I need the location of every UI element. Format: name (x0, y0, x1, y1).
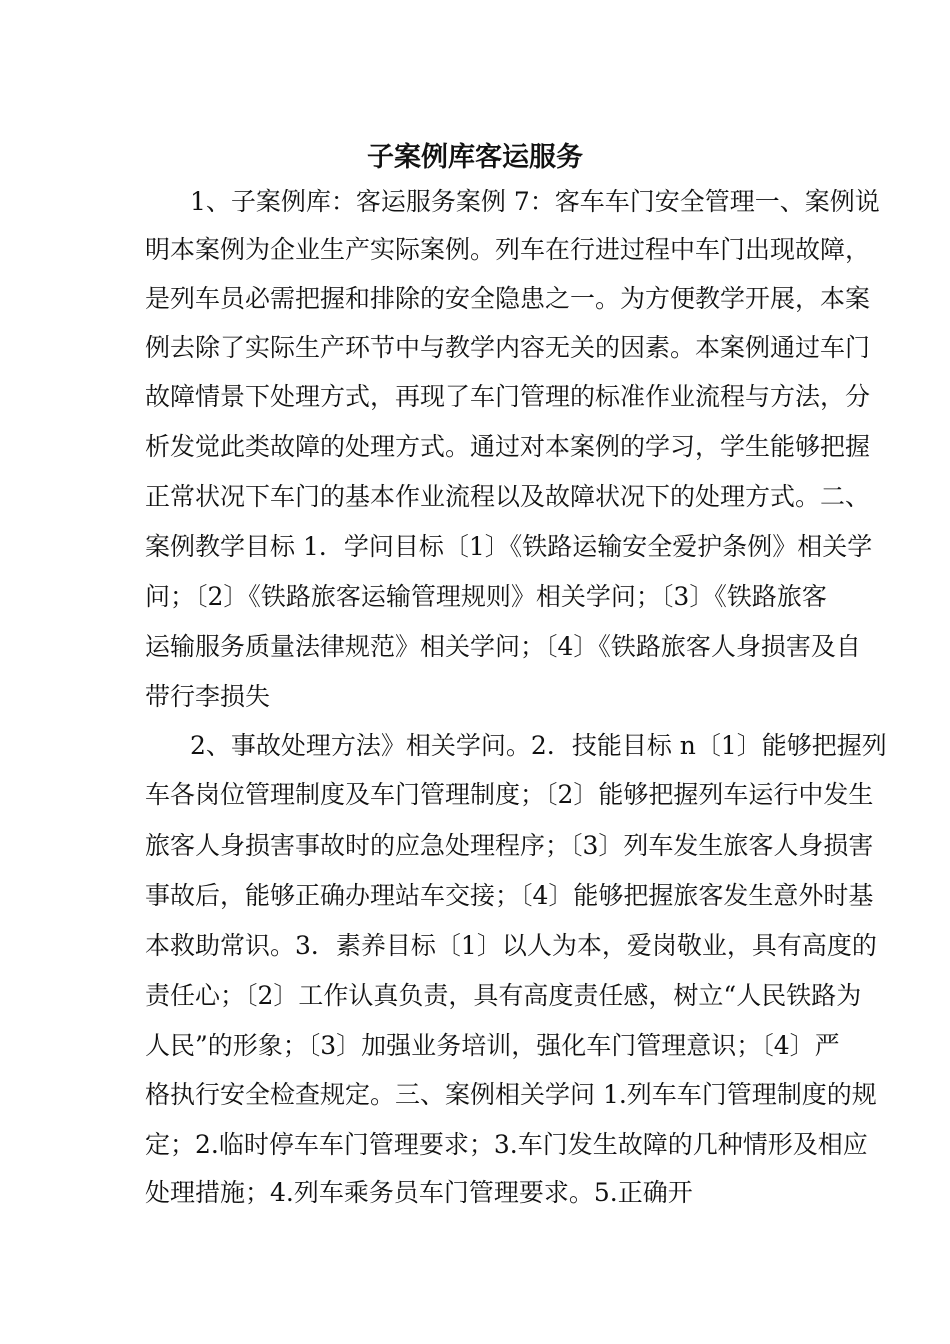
text-line: 人民”的形象；〔3〕加强业务培训，强化车门管理意识；〔4〕严 (145, 1031, 840, 1060)
text-line: 2、事故处理方法》相关学问。2．技能目标 n〔1〕能够把握列 (190, 731, 887, 760)
text-line: 1、子案例库：客运服务案例 7：客车车门安全管理一、案例说 (190, 187, 880, 216)
text-line: 问；〔2〕《铁路旅客运输管理规则》相关学问；〔3〕《铁路旅客 (145, 582, 827, 611)
text-line: 带行李损失 (145, 682, 271, 711)
text-line: 运输服务质量法律规范》相关学问；〔4〕《铁路旅客人身损害及自 (145, 632, 861, 661)
text-line: 格执行安全检查规定。三、案例相关学问 1.列车车门管理制度的规 (145, 1080, 877, 1109)
text-line: 是列车员必需把握和排除的安全隐患之一。为方便教学开展，本案 (145, 284, 871, 313)
document-title: 子案例库客运服务 (367, 142, 583, 173)
text-line: 事故后，能够正确办理站车交接；〔4〕能够把握旅客发生意外时基 (145, 881, 874, 910)
text-line: 责任心；〔2〕工作认真负责，具有高度责任感，树立“人民铁路为 (145, 981, 862, 1010)
text-line: 旅客人身损害事故时的应急处理程序；〔3〕列车发生旅客人身损害 (145, 831, 874, 860)
text-line: 故障情景下处理方式，再现了车门管理的标准作业流程与方法，分 (145, 382, 871, 411)
text-line: 处理措施；4.列车乘务员车门管理要求。5.正确开 (145, 1178, 693, 1207)
text-line: 车各岗位管理制度及车门管理制度；〔2〕能够把握列车运行中发生 (145, 780, 874, 809)
text-line: 明本案例为企业生产实际案例。列车在行进过程中车门出现故障， (145, 235, 871, 264)
text-line: 正常状况下车门的基本作业流程以及故障状况下的处理方式。二、 (145, 482, 871, 511)
text-line: 析发觉此类故障的处理方式。通过对本案例的学习，学生能够把握 (145, 432, 871, 461)
text-line: 定；2.临时停车车门管理要求；3.车门发生故障的几种情形及相应 (145, 1130, 868, 1159)
text-line: 案例教学目标 1．学问目标〔1〕《铁路运输安全爱护条例》相关学 (145, 532, 873, 561)
text-line: 本救助常识。3．素养目标〔1〕以人为本，爱岗敬业，具有高度的 (145, 931, 877, 960)
text-line: 例去除了实际生产环节中与教学内容无关的因素。本案例通过车门 (145, 333, 871, 362)
